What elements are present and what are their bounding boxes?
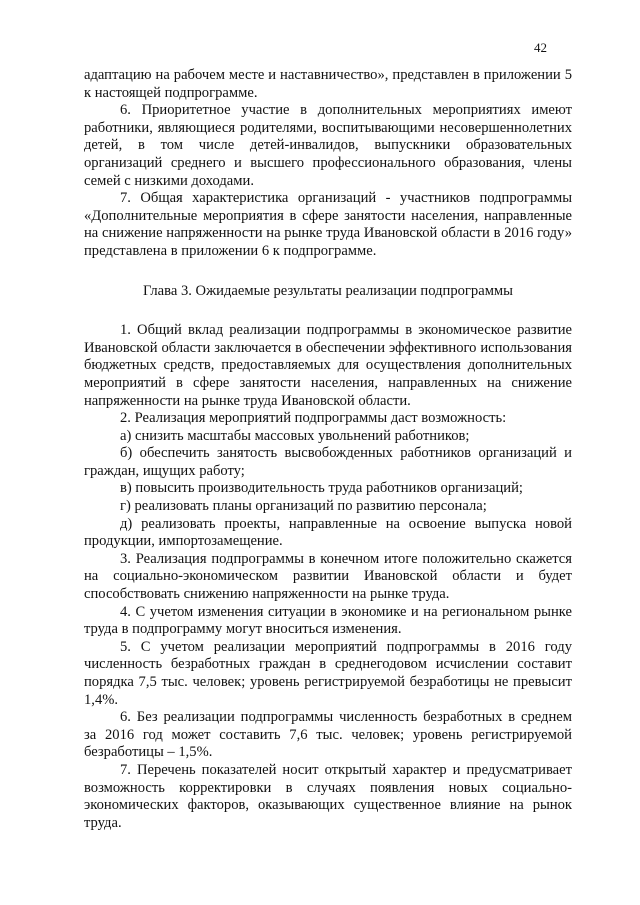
chapter-heading: Глава 3. Ожидаемые результаты реализации подпрограммы [143,282,513,299]
paragraph-organizations-characteristics: 7. Общая характеристика организаций - участников подпрограммы «Дополнительные мероприятия в сфере занятости населения, направленные на снижение напряженности на рынке труда Ивановской области в 2016 году» представлена в приложении 6 к подпрограмме. [84,190,572,259]
page-number: 42 [534,40,547,55]
paragraph-unemployment-without: 6. Без реализации подпрограммы численность безработных в среднем за 2016 год может составить 7,6 тыс. человек; уровень регистрируемой безработицы – 1,5%. [84,709,572,761]
list-item-v: в) повысить производительность труда работников организаций; [120,480,523,497]
document-body [84,67,572,832]
list-item-g: г) реализовать планы организаций по развитию персонала; [120,498,487,515]
paragraph-priority-participation: 6. Приоритетное участие в дополнительных мероприятиях имеют работники, являющиеся родителями, воспитывающими несовершеннолетних детей, в том числе детей-инвалидов, выпускники образовательных организаций среднего и высшего профессионального образования, члены семей с низкими доходами. [84,102,572,189]
paragraph-contribution: 1. Общий вклад реализации подпрограммы в экономическое развитие Ивановской области заключается в обеспечении эффективного использования бюджетных средств, предоставляемых для осуществления дополнительных мероприятий в сфере занятости населения, направленных на снижение напряженности на рынке труда Ивановской области. [84,322,572,409]
paragraph-changes: 4. С учетом изменения ситуации в экономике и на региональном рынке труда в подпрограмму могут вноситься изменения. [84,603,572,638]
paragraph-indicators: 7. Перечень показателей носит открытый характер и предусматривает возможность корректировки в случаях появления новых социально-экономических факторов, оказывающих существенное влияние на рынок труда. [84,761,572,831]
paragraph-unemployment-with: 5. С учетом реализации мероприятий подпрограммы в 2016 году численность безработных граждан в среднегодовом исчислении составит порядка 7,5 тыс. человек; уровень регистрируемой безработицы не превысит 1,4%. [84,638,572,708]
list-item-d: д) реализовать проекты, направленные на освоение выпуска новой продукции, импортозамещение. [84,515,572,550]
list-item-b: б) обеспечить занятость высвобожденных работников организаций и граждан, ищущих работу; [84,445,572,479]
paragraph-final-effect: 3. Реализация подпрограммы в конечном итоге положительно скажется на социально-экономическом развитии Ивановской области и будет способствовать снижению напряженности на рынке труда. [84,550,572,603]
paragraph-possibilities: 2. Реализация мероприятий подпрограммы даст возможность: [120,410,507,427]
paragraph-continuation: адаптацию на рабочем месте и наставничество», представлен в приложении 5 к настоящей подпрограмме. [84,67,572,101]
list-item-a: а) снизить масштабы массовых увольнений работников; [120,427,470,444]
